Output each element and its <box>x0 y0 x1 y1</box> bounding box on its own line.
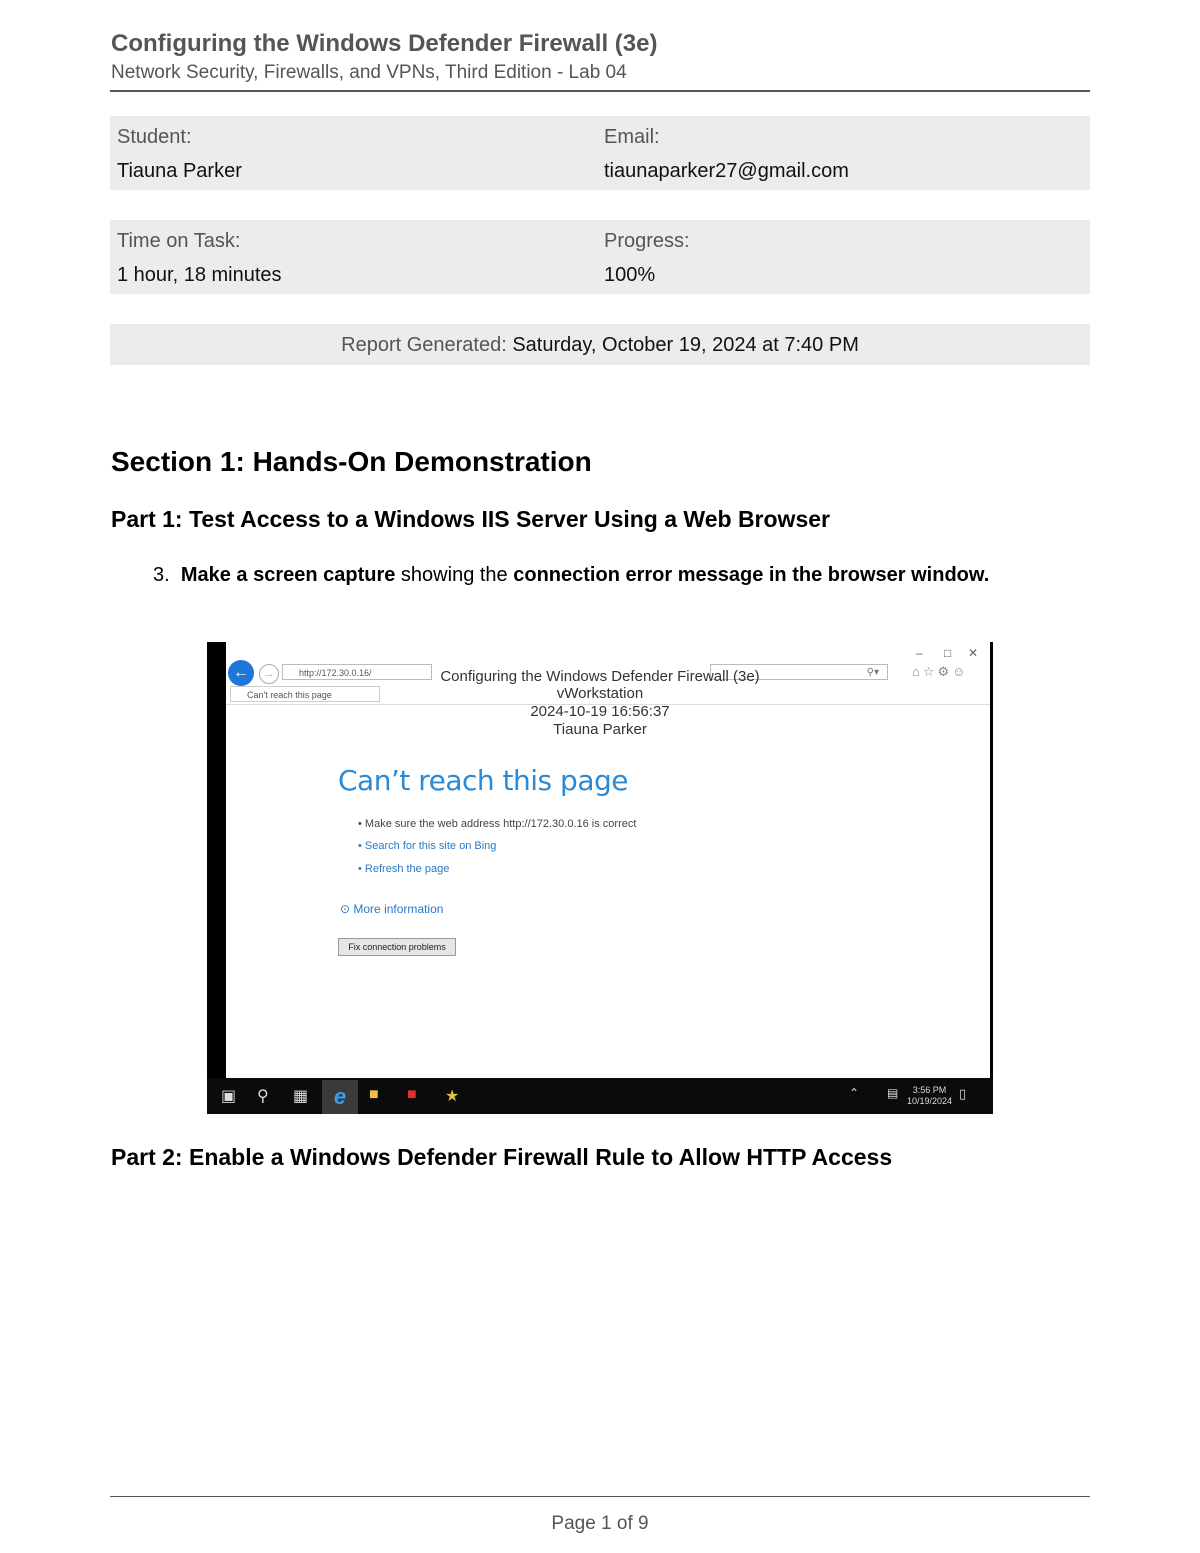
report-generated-box <box>110 324 1090 365</box>
page-number: Page 1 of 9 <box>551 1513 649 1534</box>
error-bullet-link: • Refresh the page <box>358 863 450 875</box>
student-label: Student: <box>117 126 192 148</box>
student-value: Tiauna Parker <box>117 160 242 182</box>
student-info-box <box>110 116 1090 190</box>
system-clock: 3:56 PM 10/19/2024 <box>907 1085 953 1106</box>
watermark-line-4: Tiauna Parker <box>553 721 647 738</box>
watermark-line-2: vWorkstation <box>556 685 644 702</box>
progress-value: 100% <box>604 264 656 286</box>
close-icon: ✕ <box>968 646 979 660</box>
network-icon: ▤ <box>887 1086 899 1100</box>
chevron-up-icon: ⌃ <box>849 1086 860 1100</box>
email-value: tiaunaparker27@gmail.com <box>604 160 849 182</box>
more-information-link: ⊙ More information <box>340 902 444 916</box>
step-bold-text-2: connection error message in the browser window. <box>513 564 990 586</box>
filezilla-icon: ■ <box>407 1086 417 1103</box>
step-3-instruction <box>153 564 989 587</box>
app-icon: ★ <box>445 1088 460 1105</box>
header-divider <box>110 90 1090 92</box>
progress-info-box <box>110 220 1090 294</box>
document-subtitle: Network Security, Firewalls, and VPNs, Third Edition - Lab 04 <box>111 62 627 83</box>
search-icon: ⚲ <box>257 1088 269 1105</box>
time-on-task-label: Time on Task: <box>117 230 241 252</box>
browser-screenshot <box>207 642 993 1114</box>
internet-explorer-icon: e <box>322 1080 358 1114</box>
footer-divider <box>110 1496 1090 1497</box>
report-generated-value: Saturday, October 19, 2024 at 7:40 PM <box>512 334 859 356</box>
fix-connection-button: Fix connection problems <box>338 938 456 956</box>
document-title: Configuring the Windows Defender Firewall (3e) <box>111 30 658 57</box>
toolbar-icons: ⌂☆⚙☺ <box>912 664 969 679</box>
section-title: Section 1: Hands-On Demonstration <box>111 446 592 477</box>
forward-arrow-icon: → <box>259 664 279 684</box>
part2-title: Part 2: Enable a Windows Defender Firewall Rule to Allow HTTP Access <box>111 1144 893 1170</box>
watermark-line-3: 2024-10-19 16:56:37 <box>530 703 670 720</box>
part1-title: Part 1: Test Access to a Windows IIS Server Using a Web Browser <box>111 506 830 532</box>
step-bold-text-1: Make a screen capture <box>180 564 396 586</box>
error-bullet-link: • Search for this site on Bing <box>358 840 497 852</box>
minimize-icon: – <box>916 646 923 660</box>
search-icon: ⚲▾ <box>710 664 888 680</box>
progress-label: Progress: <box>604 230 690 252</box>
time-on-task-value: 1 hour, 18 minutes <box>117 264 282 286</box>
file-explorer-icon: ■ <box>369 1086 379 1103</box>
error-bullet: • Make sure the web address http://172.30.0.16 is correct <box>358 818 637 830</box>
email-label: Email: <box>604 126 660 148</box>
step-number: 3. <box>153 564 170 586</box>
step-text: showing the <box>395 564 514 586</box>
windows-start-icon: ▣ <box>221 1088 237 1105</box>
report-generated-label: Report Generated: <box>341 334 507 356</box>
address-bar: http://172.30.0.16/ <box>282 664 432 680</box>
task-view-icon: ▦ <box>293 1088 309 1105</box>
error-title: Can’t reach this page <box>338 764 628 797</box>
notifications-icon: ▯ <box>959 1086 967 1101</box>
back-arrow-icon: ← <box>228 660 254 686</box>
watermark-line-1: Configuring the Windows Defender Firewall (3e) <box>440 668 760 685</box>
report-generated-line <box>110 334 1090 357</box>
maximize-icon: □ <box>944 646 952 660</box>
browser-tab: Can't reach this page <box>230 686 380 702</box>
